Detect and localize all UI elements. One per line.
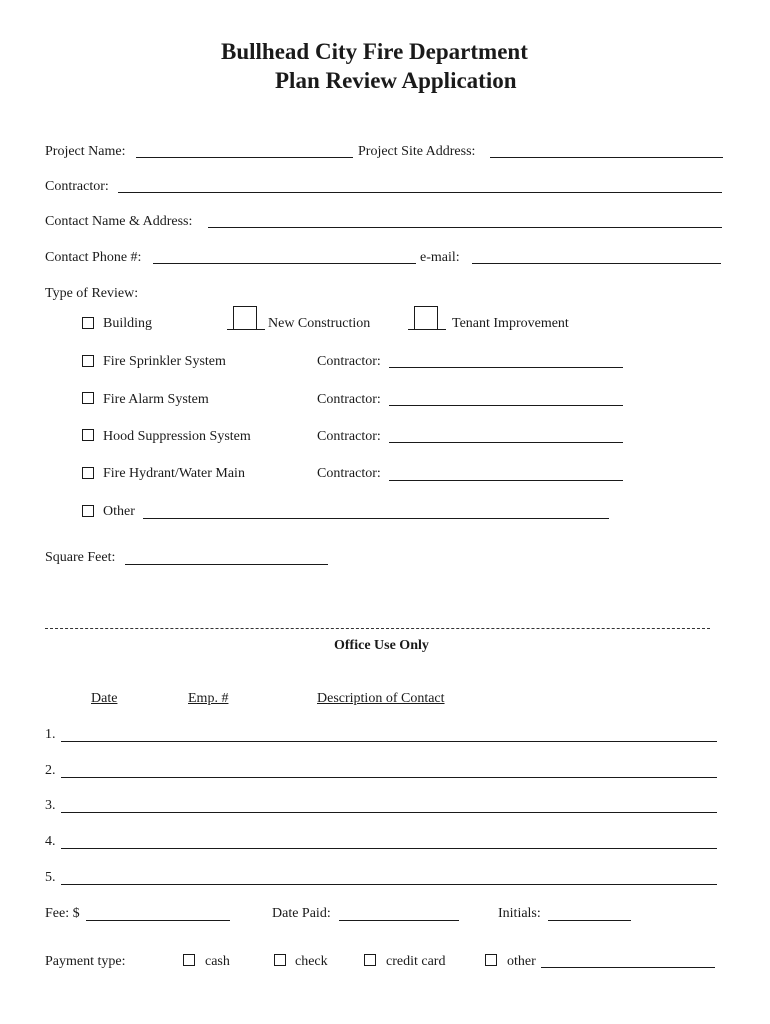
check-checkbox[interactable] [274,954,286,966]
type-of-review-label: Type of Review: [45,286,139,301]
contact-row-5[interactable] [61,884,717,885]
row-number-1: 1. [45,727,56,742]
check-label: check [295,954,328,969]
hood-suppression-label: Hood Suppression System [103,429,251,444]
fire-hydrant-contractor-field[interactable] [389,480,623,481]
fire-alarm-checkbox[interactable] [82,392,94,404]
email-field[interactable] [472,263,721,264]
contact-phone-label: Contact Phone #: [45,250,142,265]
contact-name-address-field[interactable] [208,227,722,228]
contractor-label: Contractor: [45,179,109,194]
payment-type-label: Payment type: [45,954,126,969]
contractor-field[interactable] [118,192,722,193]
tenant-improvement-checkbox[interactable] [414,306,438,330]
fire-alarm-contractor-label: Contractor: [317,392,381,407]
row-number-2: 2. [45,763,56,778]
other-review-label: Other [103,504,135,519]
other-payment-label: other [507,954,536,969]
fire-alarm-label: Fire Alarm System [103,392,209,407]
cash-label: cash [205,954,230,969]
fire-alarm-contractor-field[interactable] [389,405,623,406]
square-feet-field[interactable] [125,564,328,565]
new-construction-checkbox[interactable] [233,306,257,330]
fee-label: Fee: $ [45,906,80,921]
contact-row-4[interactable] [61,848,717,849]
credit-card-checkbox[interactable] [364,954,376,966]
cash-checkbox[interactable] [183,954,195,966]
building-label: Building [103,316,153,331]
contact-row-1[interactable] [61,741,717,742]
other-review-field[interactable] [143,518,609,519]
title-line-1: Bullhead City Fire Department [221,39,528,64]
fire-sprinkler-checkbox[interactable] [82,355,94,367]
fee-field[interactable] [86,920,230,921]
credit-card-label: credit card [386,954,446,969]
new-construction-label: New Construction [268,316,371,331]
other-payment-field[interactable] [541,967,715,968]
other-payment-checkbox[interactable] [485,954,497,966]
other-review-checkbox[interactable] [82,505,94,517]
contact-row-3[interactable] [61,812,717,813]
project-name-label: Project Name: [45,144,126,159]
email-label: e-mail: [420,250,460,265]
contact-row-2[interactable] [61,777,717,778]
fire-hydrant-checkbox[interactable] [82,467,94,479]
fire-sprinkler-contractor-label: Contractor: [317,354,381,369]
contact-phone-field[interactable] [153,263,416,264]
hood-suppression-contractor-field[interactable] [389,442,623,443]
building-checkbox[interactable] [82,317,94,329]
square-feet-label: Square Feet: [45,550,116,565]
fire-sprinkler-label: Fire Sprinkler System [103,354,226,369]
description-column-header: Description of Contact [317,691,445,706]
row-number-3: 3. [45,798,56,813]
fire-hydrant-contractor-label: Contractor: [317,466,381,481]
emp-column-header: Emp. # [188,691,229,706]
office-use-heading: Office Use Only [334,638,429,653]
project-name-field[interactable] [136,157,353,158]
fire-sprinkler-contractor-field[interactable] [389,367,623,368]
tenant-improvement-label: Tenant Improvement [452,316,569,331]
title-line-2: Plan Review Application [275,68,517,93]
hood-suppression-contractor-label: Contractor: [317,429,381,444]
row-number-5: 5. [45,870,56,885]
hood-suppression-checkbox[interactable] [82,429,94,441]
initials-label: Initials: [498,906,541,921]
fire-hydrant-label: Fire Hydrant/Water Main [103,466,245,481]
office-use-divider [45,628,710,629]
initials-field[interactable] [548,920,631,921]
date-paid-label: Date Paid: [272,906,331,921]
date-column-header: Date [91,691,118,706]
project-site-address-field[interactable] [490,157,723,158]
row-number-4: 4. [45,834,56,849]
project-site-address-label: Project Site Address: [358,144,476,159]
date-paid-field[interactable] [339,920,459,921]
contact-name-address-label: Contact Name & Address: [45,214,193,229]
